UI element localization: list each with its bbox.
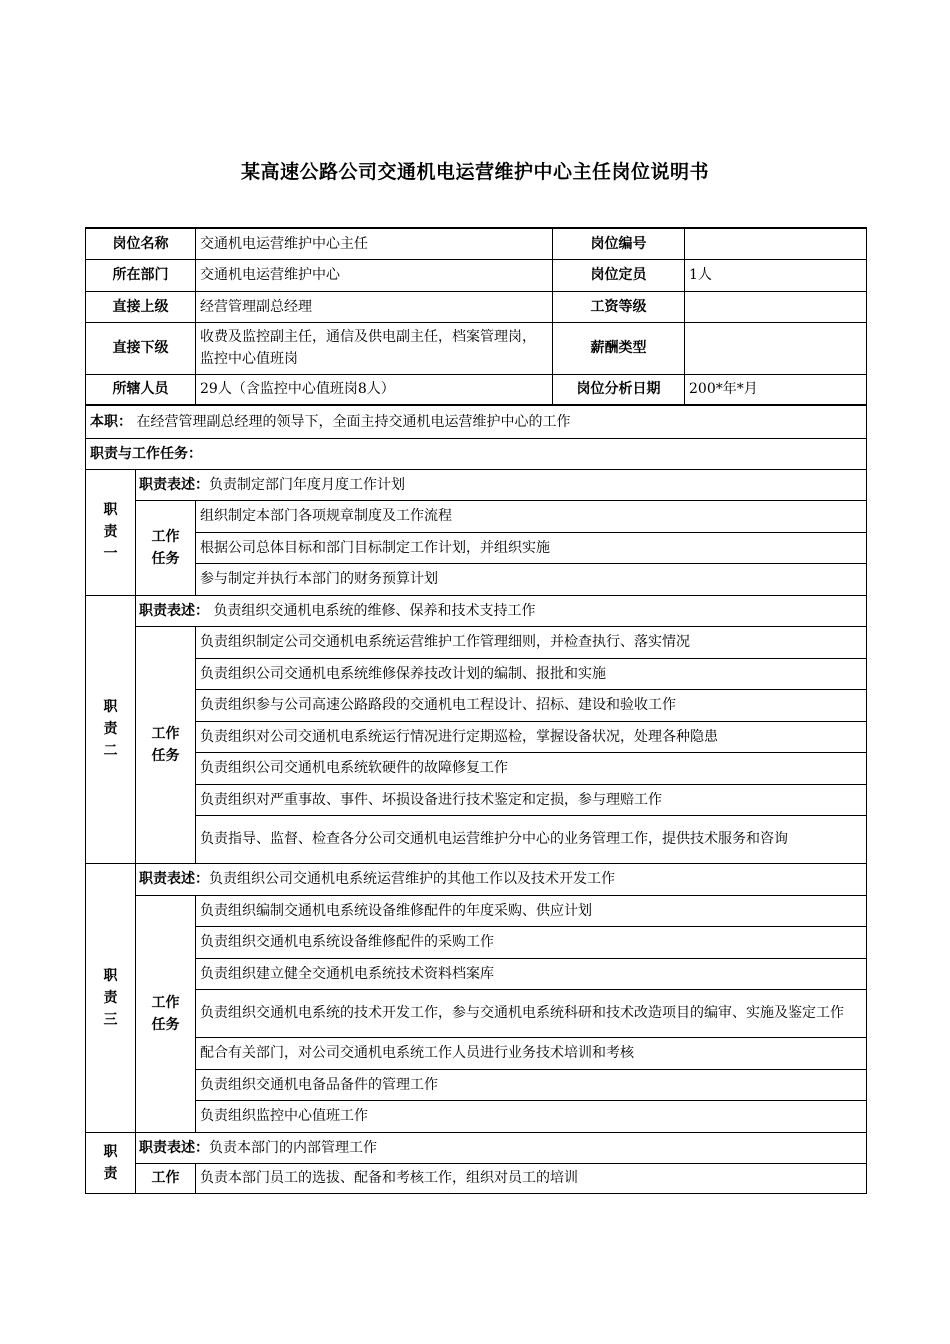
task-row	[86, 689, 867, 721]
task-item: 负责组织制定公司交通机电系统运营维护工作管理细则，并检查执行、落实情况	[196, 626, 867, 658]
task-row	[86, 926, 867, 958]
duty-name-char: 职	[103, 1143, 118, 1160]
duty-name-char: 二	[103, 743, 118, 759]
task-row	[86, 1100, 867, 1132]
task-row	[86, 1069, 867, 1100]
task-item: 负责指导、监督、检查各分公司交通机电运营维护分中心的业务管理工作，提供技术服务和咨询	[196, 815, 867, 863]
task-row	[86, 784, 867, 815]
task-row	[86, 989, 867, 1037]
info-value: 收费及监控副主任，通信及供电副主任，档案管理岗，监控中心值班岗	[196, 322, 553, 374]
info-label: 岗位分析日期	[553, 374, 685, 405]
task-item: 负责组织编制交通机电系统设备维修配件的年度采购、供应计划	[196, 895, 867, 926]
task-row	[86, 532, 867, 563]
info-value	[685, 322, 867, 374]
duties-heading-row	[86, 438, 867, 469]
duty-name	[86, 1132, 136, 1193]
duty-statement-row	[86, 469, 867, 500]
statement-text: 负责制定部门年度月度工作计划	[209, 476, 405, 493]
task-label	[136, 1163, 196, 1193]
task-item: 负责组织参与公司高速公路路段的交通机电工程设计、招标、建设和验收工作	[196, 689, 867, 721]
task-item: 组织制定本部门各项规章制度及工作流程	[196, 500, 867, 532]
task-label-line: 工作	[151, 528, 180, 545]
task-label	[136, 626, 196, 863]
task-item: 负责组织公司交通机电系统软硬件的故障修复工作	[196, 752, 867, 784]
statement-label: 职责表述：	[139, 476, 209, 493]
task-row	[86, 1037, 867, 1069]
info-row	[86, 259, 867, 291]
duty-name-char: 责	[103, 1165, 118, 1182]
task-item: 负责组织对公司交通机电系统运行情况进行定期巡检，掌握设备状况，处理各种隐患	[196, 721, 867, 752]
task-row	[86, 895, 867, 926]
info-value	[685, 291, 867, 322]
duty-statement	[136, 863, 867, 895]
duty-statement	[136, 595, 867, 626]
duty-name-char: 三	[103, 1011, 118, 1028]
info-value: 200*年*月	[685, 374, 867, 405]
task-row	[86, 752, 867, 784]
info-label: 薪酬类型	[553, 322, 685, 374]
task-row	[86, 500, 867, 532]
info-label: 工资等级	[553, 291, 685, 322]
duty-name-char: 职	[103, 699, 118, 715]
task-label-line: 工作	[151, 1170, 180, 1186]
duty-statement	[136, 1132, 867, 1163]
duties-heading: 职责与工作任务：	[86, 438, 867, 469]
summary-label: 本职：	[90, 413, 132, 430]
info-label: 直接上级	[86, 291, 196, 322]
info-row	[86, 322, 867, 374]
info-row	[86, 291, 867, 322]
duty-name-char: 责	[103, 989, 118, 1006]
task-item: 负责组织对严重事故、事件、坏损设备进行技术鉴定和定损，参与理赔工作	[196, 784, 867, 815]
task-label-line: 任务	[151, 747, 180, 764]
task-item: 负责组织公司交通机电系统维修保养技改计划的编制、报批和实施	[196, 658, 867, 689]
info-value: 经营管理副总经理	[196, 291, 553, 322]
summary-text: 在经营管理副总经理的领导下，全面主持交通机电运营维护中心的工作	[136, 413, 571, 430]
task-row	[86, 658, 867, 689]
task-row	[86, 958, 867, 989]
statement-text: 负责组织交通机电系统的维修、保养和技术支持工作	[209, 602, 536, 619]
duty-statement-row	[86, 595, 867, 626]
statement-text: 负责组织公司交通机电系统运营维护的其他工作以及技术开发工作	[209, 871, 615, 887]
info-value: 交通机电运营维护中心主任	[196, 228, 553, 259]
duty-statement	[136, 469, 867, 500]
task-item: 负责组织交通机电系统的技术开发工作，参与交通机电系统科研和技术改造项目的编审、实施及鉴定工作	[196, 989, 867, 1037]
duty-name-char: 职	[103, 502, 118, 518]
duty-name-char: 职	[103, 967, 118, 984]
info-label: 所辖人员	[86, 374, 196, 405]
summary-row	[86, 405, 867, 438]
task-row	[86, 815, 867, 863]
info-value	[685, 228, 867, 259]
task-item: 负责组织交通机电备品备件的管理工作	[196, 1069, 867, 1100]
statement-label: 职责表述：	[139, 602, 209, 619]
task-row	[86, 563, 867, 595]
info-label: 直接下级	[86, 322, 196, 374]
task-item: 参与制定并执行本部门的财务预算计划	[196, 563, 867, 595]
summary-cell	[86, 405, 867, 438]
duty-name-char: 一	[103, 546, 118, 562]
duty-name	[86, 595, 136, 863]
info-label: 所在部门	[86, 259, 196, 291]
info-label: 岗位编号	[553, 228, 685, 259]
info-row	[86, 374, 867, 405]
statement-label: 职责表述：	[139, 1139, 209, 1156]
task-row	[86, 721, 867, 752]
job-description-table	[85, 227, 867, 1194]
task-label	[136, 895, 196, 1132]
task-item: 负责组织交通机电系统设备维修配件的采购工作	[196, 926, 867, 958]
info-label: 岗位名称	[86, 228, 196, 259]
task-label	[136, 500, 196, 595]
task-row	[86, 626, 867, 658]
statement-text: 负责本部门的内部管理工作	[209, 1139, 377, 1156]
page-title: 某高速公路公司交通机电运营维护中心主任岗位说明书	[240, 161, 709, 183]
task-label-line: 任务	[151, 1016, 180, 1033]
duty-name	[86, 469, 136, 595]
task-label-line: 任务	[151, 550, 180, 567]
duty-name	[86, 863, 136, 1132]
statement-label: 职责表述：	[139, 871, 209, 887]
task-item: 配合有关部门，对公司交通机电系统工作人员进行业务技术培训和考核	[196, 1037, 867, 1069]
task-label-line: 工作	[151, 725, 180, 742]
info-value: 1人	[685, 259, 867, 291]
duty-name-char: 责	[103, 524, 118, 540]
task-item: 负责组织建立健全交通机电系统技术资料档案库	[196, 958, 867, 989]
duty-statement-row	[86, 1132, 867, 1163]
info-label: 岗位定员	[553, 259, 685, 291]
task-row	[86, 1163, 867, 1193]
task-item: 负责本部门员工的选拔、配备和考核工作，组织对员工的培训	[196, 1163, 867, 1193]
info-value: 交通机电运营维护中心	[196, 259, 553, 291]
duty-name-char: 责	[103, 721, 118, 737]
task-label-line: 工作	[151, 994, 180, 1011]
duty-statement-row	[86, 863, 867, 895]
task-item: 根据公司总体目标和部门目标制定工作计划，并组织实施	[196, 532, 867, 563]
task-item: 负责组织监控中心值班工作	[196, 1100, 867, 1132]
info-value: 29人（含监控中心值班岗8人）	[196, 374, 553, 405]
info-row	[86, 228, 867, 259]
